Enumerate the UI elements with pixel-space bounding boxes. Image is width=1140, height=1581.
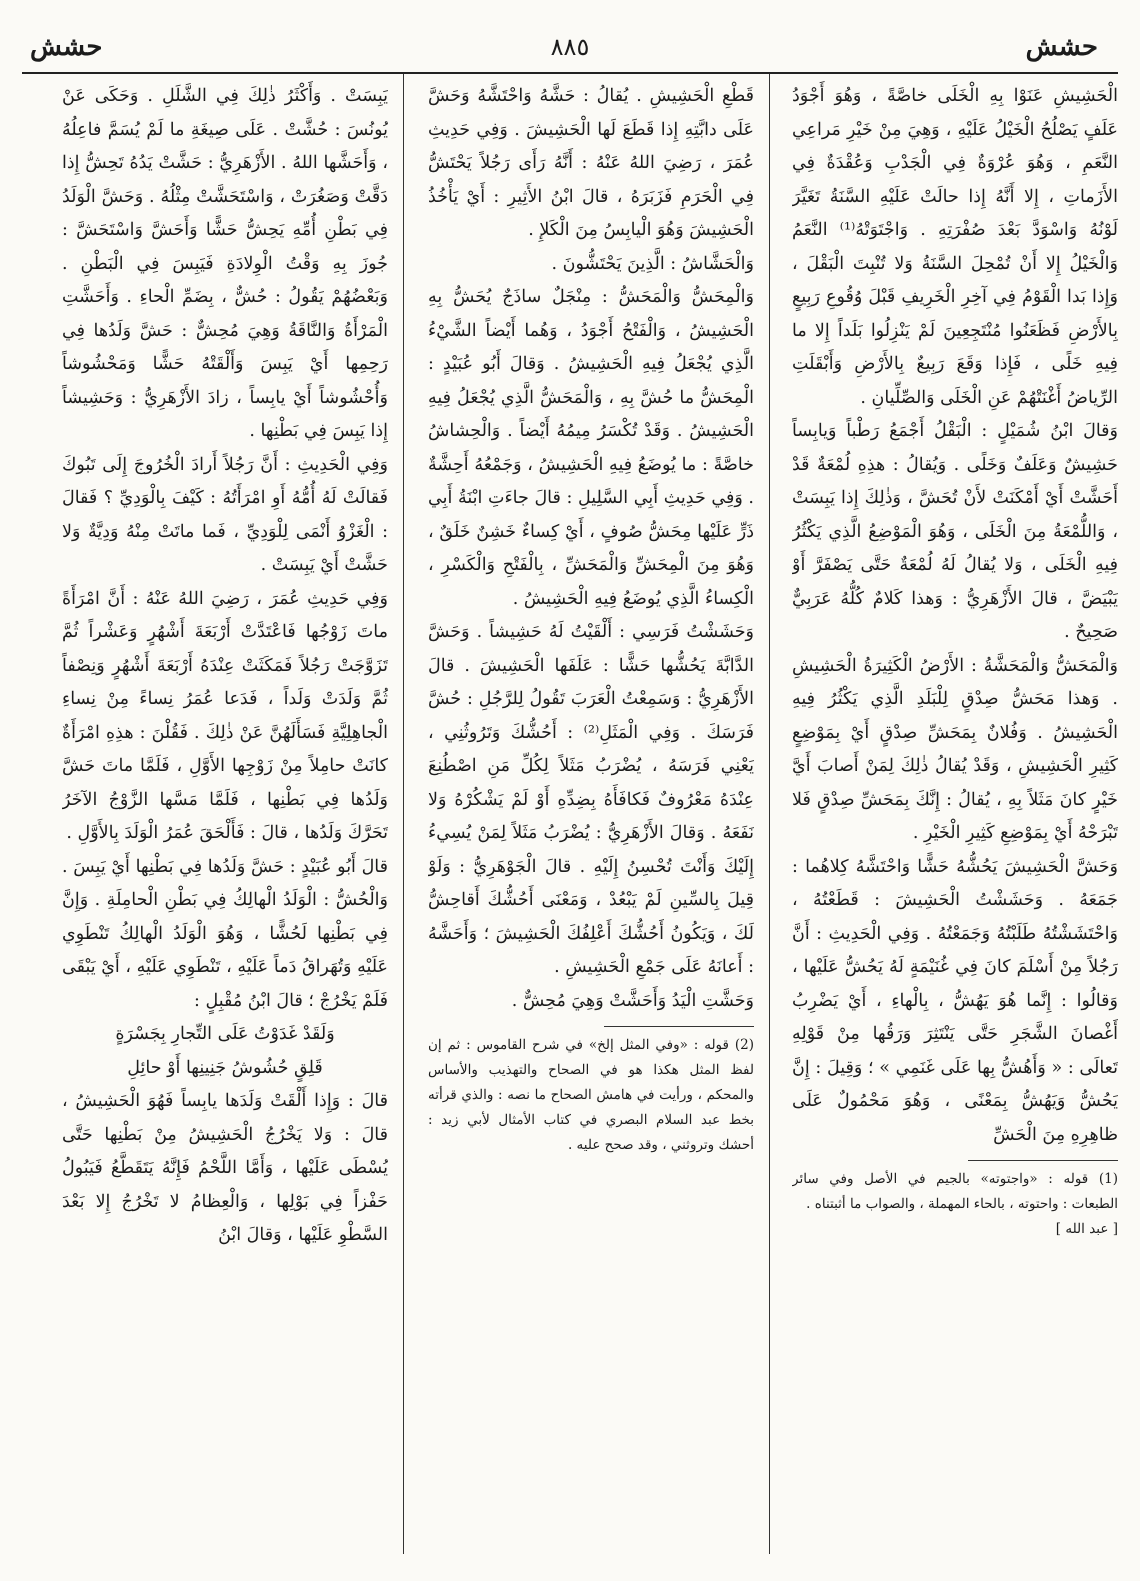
column-left xyxy=(62,80,388,1550)
column-right xyxy=(792,80,1118,1550)
paragraph: يَبِسَتْ . وَأَكْثَرُ ذٰلِكَ فِي الشَّلَلِ . وَحَكَى عَنْ يُونُسَ : حُشَّتْ . عَلَى صِيغَةِ ما لَمْ يُسَمَّ فاعِلُهُ ، وَأَحَشَّها اللهُ . الأَزْهَرِيُّ : حَشَّتْ يَدُهُ تَحِشُّ إِذا دَقَّتْ وَصَغُرَتْ ، وَاسْتَحَشَّتْ مِثْلُهُ . وَحَشَّ الْوَلَدُ فِي بَطْنِ أُمِّهِ يَحِشُّ حَشًّا وَأَحَشَّ وَاسْتَحَشَّ : جُوزَ بِهِ وَقْتُ الْوِلادَةِ فَيَبِسَ فِي الْبَطْنِ . وَبَعْضُهُمْ يَقُولُ : حُشٌّ ، بِضَمِّ الْحاءِ . وَأَحَشَّتِ الْمَرْأَةُ وَالنَّاقَةُ وَهِيَ مُحِشٌّ : حَشَّ وَلَدُها فِي رَحِمِها أَيْ يَبِسَ وَأَلْقَتْهُ حَشًّا وَمَحْشُوشاً وَأُحْشُوشاً أَيْ يابِساً ، زادَ الأَزْهَرِيُّ : وَحَشِيشاً إِذا يَبِسَ فِي بَطْنِها . xyxy=(62,86,388,441)
paragraph: وَقالَ ابْنُ شُمَيْلٍ : الْبَقْلُ أَجْمَعُ رَطْباً وَيابِساً حَشِيشٌ وَعَلَفٌ وَخَلًى . وَيُقالُ : هذِهِ لُمْعَةٌ قَدْ أَحَشَّتْ أَيْ أَمْكَنَتْ لأَنْ تُحَشَّ ، وَذٰلِكَ إِذا يَبِسَتْ ، وَاللُّمْعَةُ مِنَ الْخَلَى ، وَهُوَ الْمَوْضِعُ الَّذِي يَكْثُرُ فِيهِ الْخَلَى ، وَلا يُقالُ لَهُ لُمْعَةٌ حَتَّى يَصْفَرَّ أَوْ يَبْيَضَّ ، قالَ الأَزْهَرِيُّ : وَهذا كَلامٌ كُلُّهُ عَرَبِيٌّ صَحِيحٌ . xyxy=(792,421,1118,642)
column-divider-left xyxy=(403,74,405,1554)
paragraph: وَالْحَشَّاشُ : الَّذِينَ يَحْتَشُّونَ . xyxy=(551,253,754,274)
paragraph: وَالْمَحَشُّ وَالْمَحَشَّةُ : الأَرْضُ الْكَثِيرَةُ الْحَشِيشِ . وَهذا مَحَشُّ صِدْقٍ لِلْبَلَدِ الَّذِي يَكْثُرُ فِيهِ الْحَشِيشُ . وَفُلانٌ بِمَحَشِّ صِدْقٍ أَيْ بِمَوْضِعٍ كَثِيرِ الْحَشِيشِ ، وَقَدْ يُقالُ ذٰلِكَ لِمَنْ أَصابَ أَيَّ خَيْرٍ كانَ مَثَلاً بِهِ ، يُقالُ : إِنَّكَ بِمَحَشِّ صِدْقٍ فَلا تَبْرَحْهُ أَيْ بِمَوْضِعِ كَثِيرِ الْخَيْرِ . xyxy=(792,655,1118,843)
footnote-attribution: [ عبد الله ] xyxy=(1055,1221,1118,1237)
paragraph: وَفِي الْحَدِيثِ : أَنَّ رَجُلاً أَرادَ الْخُرُوجَ إِلَى تَبُوكَ فَقالَتْ لَهُ أُمُّهُ أَوِ امْرَأَتُهُ : كَيْفَ بِالْوَدِيِّ ؟ فَقالَ : الْغَزْوُ أَنْمَى لِلْوَدِيِّ ، فَما ماتَتْ مِنْهُ وَدِيَّةٌ وَلا حَشَّتْ أَيْ يَبِسَتْ . xyxy=(62,454,388,575)
paragraph: قَطْعِ الْحَشِيشِ . يُقالُ : حَشَّهُ وَاحْتَشَّهُ وَحَشَّ عَلَى دابَّتِهِ إِذا قَطَعَ لَها الْحَشِيشَ . وَفِي حَدِيثِ عُمَرَ ، رَضِيَ اللهُ عَنْهُ : أَنَّهُ رَأَى رَجُلاً يَحْتَشُّ فِي الْحَرَمِ فَزَبَرَهُ ، قالَ ابْنُ الأَثِيرِ : أَيْ يَأْخُذُ الْحَشِيشَ وَهُوَ الْيابِسُ مِنَ الْكَلإِ . xyxy=(428,86,754,240)
footnote: (1) قوله : «واجتوته» بالجيم في الأصل وفي سائر الطبعات : واحتوته ، بالحاء المهملة ، والصواب ما أثبتناه . xyxy=(792,1171,1118,1212)
column-middle xyxy=(428,80,754,1550)
column-divider-right xyxy=(769,74,771,1554)
header-keyword-left: حشش xyxy=(30,32,103,62)
page-number: ٨٨٥ xyxy=(550,33,590,61)
footnote: (2) قوله : «وفي المثل إلخ» في شرح القاموس : ثم إن لفظ المثل هكذا هو في الصحاح والتهذيب والأساس والمحكم ، ورأيت في هامش الصحاح ما نصه : والذي قرأته بخط عبد السلام البصري في كتاب الأمثال لأبي زيد : أحشك وتروثني ، وقد صحح عليه . xyxy=(428,1037,754,1153)
footnote-rule xyxy=(968,1160,1118,1161)
header-keyword-right: حشش xyxy=(1025,32,1098,62)
verse-line: قَلِقٍ حُشُوشُ جَنِينِها أَوْ حائِلِ xyxy=(127,1057,323,1078)
header-rule xyxy=(22,72,1118,74)
paragraph: وَحَشَّ الْحَشِيشَ يَحُشُّهُ حَشًّا وَاحْتَشَّهُ كِلاهُما : جَمَعَهُ . وَحَشَشْتُ الْحَشِيشَ : قَطَعْتُهُ ، وَاحْتَشَشْتُهُ طَلَبْتُهُ وَجَمَعْتُهُ . وَفِي الْحَدِيثِ : أَنَّ رَجُلاً مِنْ أَسْلَمَ كانَ فِي غُنَيْمَةٍ لَهُ يَحُشُّ عَلَيْها ، وَقالُوا : إِنَّما هُوَ يَهُشُّ ، بِالْهاءِ ، أَيْ يَضْرِبُ أَغْصانَ الشَّجَرِ حَتَّى يَنْتَثِرَ وَرَقُها مِنْ قَوْلِهِ تَعالَى : « وَأَهُشُّ بِها عَلَى غَنَمِي » ؛ وَقِيلَ : إِنَّ يَحُشُّ وَيَهُشُّ بِمَعْنًى ، وَهُوَ مَحْمُولٌ عَلَى ظاهِرِهِ مِنَ الْحَشِّ xyxy=(792,856,1118,1145)
paragraph: الْحَشِيشِ عَنَوْا بِهِ الْخَلَى خاصَّةً ، وَهُوَ أَجْوَدُ عَلَفٍ يَصْلُحُ الْخَيْلُ عَلَيْهِ ، وَهِيَ مِنْ خَيْرِ مَراعِي النَّعَمِ ، وَهُوَ عُرْوَةٌ فِي الْجَدْبِ وَعُقْدَةٌ فِي الأَزَماتِ ، إِلا أَنَّهُ إِذا حالَتْ عَلَيْهِ السَّنَةُ تَغَيَّرَ لَوْنُهُ وَاسْوَدَّ بَعْدَ صُفْرَتِهِ . وَاجْتَوَتْهُ⁽¹⁾ النَّعَمُ وَالْخَيْلُ إِلا أَنْ تُمْحِلَ السَّنَةُ وَلا تُنْبِتَ الْبَقْلَ ، وَإِذا بَدا الْقَوْمُ فِي آخِرِ الْخَرِيفِ قَبْلَ وُقُوعِ رَبِيعٍ بِالأَرْضِ فَظَعَنُوا مُنْتَجِعِينَ لَمْ يَنْزِلُوا بَلَداً إِلا ما فِيهِ خَلًى ، فَإِذا وَقَعَ رَبِيعٌ بِالأَرْضِ وَأَبْقَلَتِ الرِّياضُ أَغْنَتْهُمْ عَنِ الْخَلَى وَالصِّلِّيانِ . xyxy=(792,86,1118,408)
paragraph: وَالْمِحَشُّ وَالْمَحَشُّ : مِنْجَلٌ ساذَجٌ يُحَشُّ بِهِ الْحَشِيشُ ، وَالْفَتْحُ أَجْوَدُ ، وَهُما أَيْضاً الشَّيْءُ الَّذِي يُجْعَلُ فِيهِ الْحَشِيشُ . وَقالَ أَبُو عُبَيْدٍ : الْمِحَشُّ ما حُشَّ بِهِ ، وَالْمَحَشُّ الَّذِي يُجْعَلُ فِيهِ الْحَشِيشُ . وَقَدْ تُكْسَرُ مِيمُهُ أَيْضاً . وَالْحِشاشُ خاصَّةً : ما يُوضَعُ فِيهِ الْحَشِيشُ ، وَجَمْعُهُ أَحِشَّةٌ . وَفِي حَدِيثِ أَبِي السَّلِيلِ : قالَ جاءَتِ ابْنَةُ أَبِي ذَرٍّ عَلَيْها مِحَشُّ صُوفٍ ، أَيْ كِساءٌ خَشِنٌ خَلَقٌ ، وَهُوَ مِنَ الْمِحَشِّ وَالْمَحَشِّ ، بِالْفَتْحِ وَالْكَسْرِ ، الْكِساءُ الَّذِي يُوضَعُ فِيهِ الْحَشِيشُ . xyxy=(428,287,754,609)
footnote-rule xyxy=(604,1026,754,1027)
paragraph: وَفِي حَدِيثِ عُمَرَ ، رَضِيَ اللهُ عَنْهُ : أَنَّ امْرَأَةً ماتَ زَوْجُها فَاعْتَدَّتْ أَرْبَعَةَ أَشْهُرٍ وَعَشْراً ثُمَّ تَزَوَّجَتْ رَجُلاً فَمَكَثَتْ عِنْدَهُ أَرْبَعَةَ أَشْهُرٍ وَنِصْفاً ثُمَّ وَلَدَتْ وَلَداً ، فَدَعا عُمَرُ نِساءً مِنْ نِساءِ الْجاهِلِيَّةِ فَسَأَلَهُنَّ عَنْ ذٰلِكَ . فَقُلْنَ : هذِهِ امْرَأَةٌ كانَتْ حامِلاً مِنْ زَوْجِها الأَوَّلِ ، فَلَمَّا ماتَ حَشَّ وَلَدُها فِي بَطْنِها ، فَلَمَّا مَسَّها الزَّوْجُ الآخَرُ تَحَرَّكَ وَلَدُها ، قالَ : فَأَلْحَقَ عُمَرُ الْوَلَدَ بِالأَوَّلِ . xyxy=(62,588,388,843)
paragraph: قالَ : وَإِذا أَلْقَتْ وَلَدَها يابِساً فَهُوَ الْحَشِيشُ ، قالَ : وَلا يَخْرُجُ الْحَشِيشُ مِنْ بَطْنِها حَتَّى يُسْطَى عَلَيْها ، وَأَمَّا اللَّحْمُ فَإِنَّهُ يَتَقَطَّعُ فَيَبُولُ حَفْزاً فِي بَوْلِها ، وَالْعِظامُ لا تَخْرُجُ إِلا بَعْدَ السَّطْوِ عَلَيْها ، وَقالَ ابْنُ xyxy=(62,1091,388,1245)
verse-line: وَلَقَدْ غَدَوْتُ عَلَى التِّجارِ بِجَسْرَةٍ xyxy=(115,1024,335,1044)
paragraph: قالَ أَبُو عُبَيْدٍ : حَشَّ وَلَدُها فِي بَطْنِها أَيْ يَبِسَ . وَالْحُشُّ : الْوَلَدُ الْهالِكُ فِي بَطْنِ الْحامِلَةِ . وَإِنَّ فِي بَطْنِها لَحُشًّا ، وَهُوَ الْوَلَدُ الْهالِكُ تَنْطَوِي عَلَيْهِ وَتُهَراقُ دَماً عَلَيْهِ ، تَنْطَوِي عَلَيْهِ ، أَيْ يَبْقَى فَلَمْ يَخْرُجْ ؛ قالَ ابْنُ مُقْبِلٍ : xyxy=(62,856,388,1011)
paragraph: وَحَشَشْتُ فَرَسِي : أَلْقَيْتُ لَهُ حَشِيشاً . وَحَشَّ الدَّابَّةَ يَحُشُّها حَشًّا : عَلَفَها الْحَشِيشَ . قالَ الأَزْهَرِيُّ : وَسَمِعْتُ الْعَرَبَ تَقُولُ لِلرَّجُلِ : حُشَّ فَرَسَكَ . وَفِي الْمَثَلِ⁽²⁾ : أَحُشُّكَ وَتَرُوثُنِي ، يَعْنِي فَرَسَهُ ، يُضْرَبُ مَثَلاً لِكُلِّ مَنِ اصْطُنِعَ عِنْدَهُ مَعْرُوفٌ فَكافَأَهُ بِضِدِّهِ أَوْ لَمْ يَشْكُرْهُ وَلا نَفَعَهُ . وَقالَ الأَزْهَرِيُّ : يُضْرَبُ مَثَلاً لِمَنْ يُسِيءُ إِلَيْكَ وَأَنْتَ تُحْسِنُ إِلَيْهِ . قالَ الْجَوْهَرِيُّ : وَلَوْ قِيلَ بِالسِّينِ لَمْ يَبْعُدْ ، وَمَعْنَى أَحُشُّكَ أَقاحِشُّ لَكَ ، وَيَكُونُ أَحُشُّكَ أَعْلِفُكَ الْحَشِيشَ ؛ وَأَحَشَّهُ : أَعانَهُ عَلَى جَمْعِ الْحَشِيشِ . xyxy=(428,622,754,977)
paragraph: وَحَشَّتِ الْيَدُ وَأَحَشَّتْ وَهِيَ مُحِشٌّ . xyxy=(511,990,754,1011)
